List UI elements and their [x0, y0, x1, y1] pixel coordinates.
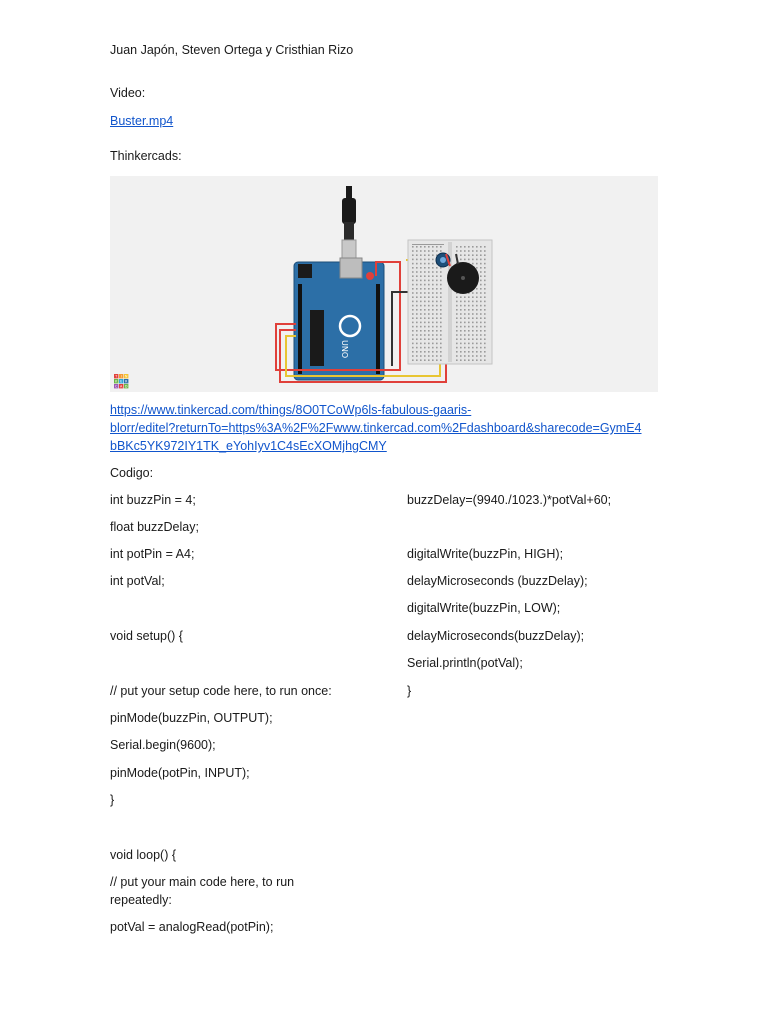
logo-letter: K [115, 379, 118, 384]
tinkercad-url-line-3[interactable]: bBKc5YK972IY1TK_eYohIyv1C4sEcXOMjhgCMY [110, 439, 387, 453]
circuit-figure [110, 176, 658, 392]
code-line: buzzDelay=(9940./1023.)*potVal+60; [407, 493, 612, 507]
logo-letter: N [124, 374, 128, 379]
tinkercad-url-line-2[interactable]: blorr/editel?returnTo=https%3A%2F%2Fwww.tinkercad.com%2Fdashboard&sharecode=GymE4 [110, 421, 642, 435]
code-line: int buzzPin = 4; [110, 493, 196, 507]
code-line: // put your setup code here, to run once: [110, 684, 332, 698]
logo-letter: R [125, 379, 128, 384]
code-line: digitalWrite(buzzPin, HIGH); [407, 547, 564, 561]
code-line: pinMode(potPin, INPUT); [110, 766, 250, 780]
code-line: int potVal; [110, 574, 165, 588]
code-label: Codigo: [110, 466, 154, 480]
code-line: // put your main code here, to run [110, 875, 295, 889]
logo-letter: A [120, 384, 123, 389]
logo-letter: C [115, 384, 118, 389]
code-line: Serial.println(potVal); [407, 656, 523, 670]
arduino-board [294, 258, 384, 380]
code-line: potVal = analogRead(potPin); [110, 920, 274, 934]
video-link[interactable]: Buster.mp4 [110, 114, 174, 128]
code-line: pinMode(buzzPin, OUTPUT); [110, 711, 273, 725]
tinkercad-label: Thinkercads: [110, 149, 182, 163]
code-line: void loop() { [110, 848, 177, 862]
code-line: void setup() { [110, 629, 183, 643]
code-line: Serial.begin(9600); [110, 738, 216, 752]
tinkercad-logo-icon [114, 374, 128, 389]
logo-letter: E [120, 379, 123, 384]
board-label: UNO [340, 340, 349, 359]
video-label: Video: [110, 86, 146, 100]
logo-letter: T [115, 374, 118, 379]
usb-cable [342, 186, 356, 258]
code-line: repeatedly: [110, 893, 172, 907]
code-line: } [110, 793, 115, 807]
code-line: } [407, 684, 412, 698]
code-line: delayMicroseconds(buzzDelay); [407, 629, 585, 643]
code-line: digitalWrite(buzzPin, LOW); [407, 601, 561, 615]
logo-letter: D [124, 384, 128, 389]
logo-letter: I [120, 374, 122, 379]
code-line: int potPin = A4; [110, 547, 195, 561]
tinkercad-url-line-1[interactable]: https://www.tinkercad.com/things/8O0TCoWp6ls-fabulous-gaaris- [110, 403, 472, 417]
authors-line: Juan Japón, Steven Ortega y Cristhian Rizo [110, 43, 354, 57]
code-line: delayMicroseconds (buzzDelay); [407, 574, 588, 588]
code-line: float buzzDelay; [110, 520, 199, 534]
